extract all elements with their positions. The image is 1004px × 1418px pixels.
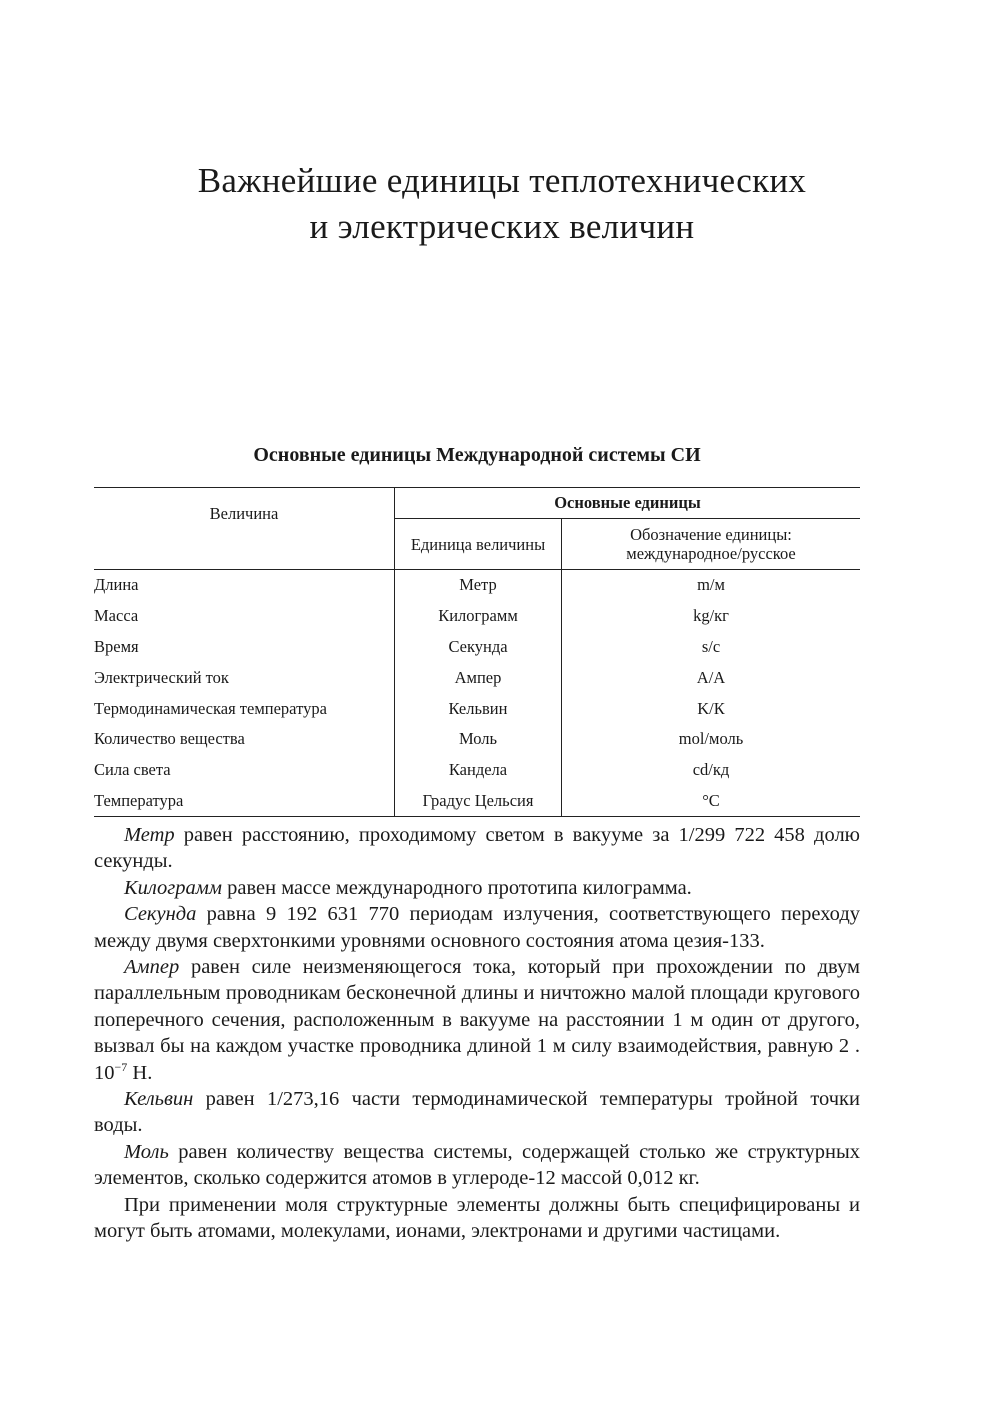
cell-unit: Кельвин [395, 693, 562, 724]
table-row [94, 786, 860, 817]
title-line-1: Важнейшие единицы теплотехнических [197, 161, 807, 200]
cell-unit: Моль [395, 724, 562, 755]
cell-quantity: Электрический ток [94, 667, 229, 687]
cell-quantity: Длина [94, 575, 139, 595]
term: Метр [124, 824, 175, 846]
cell-quantity: Масса [94, 606, 139, 626]
table-row [94, 632, 860, 663]
header-symbol: Обозначение единицы: международное/русское [562, 519, 861, 570]
page-title [0, 158, 1004, 250]
cell-quantity: Количество вещества [94, 729, 245, 749]
cell-symbol: m/м [562, 570, 861, 601]
cell-unit: Секунда [395, 632, 562, 663]
paragraph [94, 901, 860, 954]
cell-quantity: Время [94, 636, 139, 656]
si-units-table [94, 487, 860, 817]
header-group: Основные единицы [395, 488, 861, 519]
term: Килограмм [124, 876, 222, 899]
header-unit: Единица величины [395, 519, 562, 570]
body-text [94, 822, 860, 1245]
definition: равен расстоянию, проходимому светом в вакууме за 1/299 722 458 долю секунды. [94, 824, 860, 873]
cell-quantity: Термодинамическая температура [94, 698, 327, 718]
term: Ампер [124, 956, 180, 979]
table-row [94, 662, 860, 693]
cell-symbol: K/К [562, 693, 861, 724]
cell-unit: Кандела [395, 755, 562, 786]
cell-unit: Градус Цельсия [395, 786, 562, 817]
paragraph [94, 954, 860, 1086]
term: Моль [124, 1140, 169, 1163]
paragraph [94, 1192, 860, 1245]
cell-symbol: kg/кг [562, 601, 861, 632]
paragraph [94, 1086, 860, 1139]
cell-symbol: cd/кд [562, 755, 861, 786]
table-row [94, 693, 860, 724]
cell-unit: Килограмм [395, 601, 562, 632]
cell-symbol: °C [562, 786, 861, 817]
table-row [94, 724, 860, 755]
cell-quantity: Сила света [94, 760, 171, 780]
header-quantity: Величина [94, 488, 395, 570]
definition: равен силе неизменяющегося тока, который при прохождении по двум параллельным проводникам бесконечной длины и ничтожно малой площади кругового поперечного сечения, расположенным в вакууме на расстоянии 1 м один от другого, вызвал бы на каждом участке проводника длиной 1 м силу взаимодействия, равную 2 . 10 [94, 956, 860, 1084]
definition: равен количеству вещества системы, содержащей столько же структурных элементов, сколько содержится атомов в углероде-12 массой 0,012 кг. [94, 1140, 860, 1190]
table-row [94, 755, 860, 786]
cell-symbol: A/А [562, 662, 861, 693]
definition: равна 9 192 631 770 периодам излучения, соответствующего переходу между двумя сверхтонкими уровнями основного состояния атома цезия-133. [94, 903, 860, 952]
term: Секунда [124, 903, 197, 926]
paragraph [94, 1139, 860, 1192]
definition: равен 1/273,16 части термодинамической температуры тройной точки воды. [94, 1088, 860, 1137]
term: Кельвин [124, 1088, 194, 1111]
paragraph [94, 875, 860, 901]
cell-symbol: mol/моль [562, 724, 861, 755]
cell-unit: Метр [395, 570, 562, 601]
paragraph [94, 822, 860, 875]
definition: При применении моля структурные элементы должны быть специфицированы и могут быть атомами, молекулами, ионами, электронами и другими частицами. [94, 1193, 860, 1243]
table-caption: Основные единицы Международной системы СИ [253, 444, 701, 466]
cell-symbol: s/с [562, 632, 861, 663]
title-line-2: и электрических величин [309, 207, 695, 246]
table-row [94, 601, 860, 632]
exponent: −7 [114, 1059, 128, 1074]
cell-quantity: Температура [94, 790, 184, 810]
table-row [94, 570, 860, 601]
definition: равен массе международного прототипа килограмма. [221, 876, 692, 899]
unit-tail: Н. [127, 1061, 153, 1084]
cell-unit: Ампер [395, 662, 562, 693]
